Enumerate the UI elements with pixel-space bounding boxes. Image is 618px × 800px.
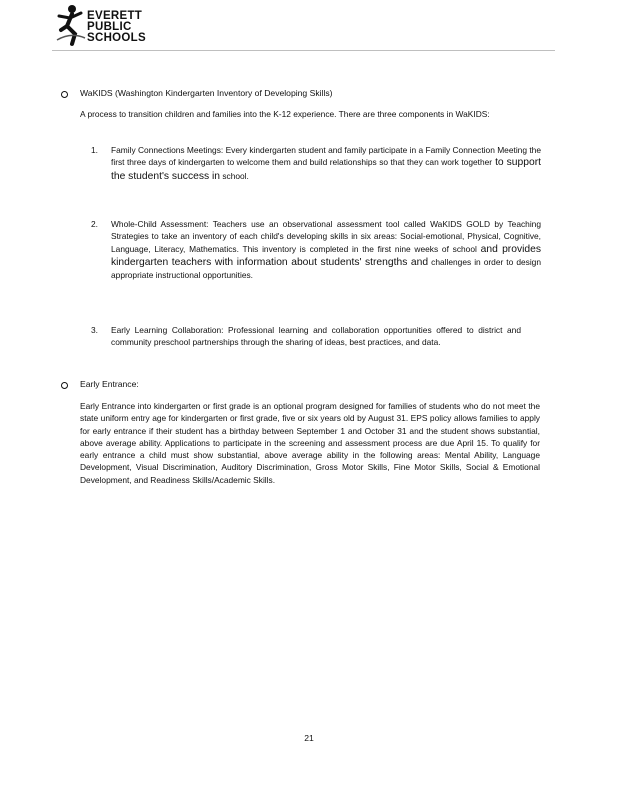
page-number: 21	[304, 733, 314, 743]
list-number: 3.	[91, 325, 98, 335]
list-item-text-end: school.	[222, 170, 249, 181]
list-item-text-end: challenges in order to design appropriate instructional opportunities.	[111, 256, 542, 281]
list-item-text: Family Connections Meetings: Every kindergarten student and family participate in a Family Connection Meeting the first three days of kindergarten to welcome them and build relationships so that they can work together	[111, 145, 541, 168]
list-number: 2.	[91, 219, 98, 229]
wakids-intro: A process to transition children and families into the K-12 experience. There are three components in WaKIDS:	[80, 109, 490, 119]
list-item-family-connections	[111, 144, 541, 183]
logo-line-1: EVERETT	[87, 10, 143, 22]
list-number: 1.	[91, 145, 98, 155]
section-heading-wakids: WaKIDS (Washington Kindergarten Inventory of Developing Skills)	[80, 88, 333, 98]
header-divider	[52, 50, 555, 51]
logo-line-3: SCHOOLS	[87, 32, 146, 44]
bullet-icon	[61, 382, 68, 389]
list-item-early-learning: Early Learning Collaboration: Professional learning and collaboration opportunities offered to district and community preschool partnerships through the sharing of ideas, best practices, and data.	[111, 325, 521, 348]
logo-line-2: PUBLIC	[87, 21, 132, 33]
early-entrance-body: Early Entrance into kindergarten or first grade is an optional program designed for families of students who do not meet the state uniform entry age for kindergarten or first grade, five or six years old by August 31. EPS policy allows families to apply for early entrance if their student has a birthday between September 1 and October 31 and the student shows substantial, above average ability. Applications to participate in the screening and assessment process are due April 15. To qualify for early entrance a child must show substantial, above average ability in the following areas: Mental Ability, Language Development, Visual Discrimination, Auditory Discrimination, Gross Motor Skills, Fine Motor Skills, Social & Emotional Development, and Readiness Skills/Academic Skills.	[80, 401, 540, 485]
list-item-text: Whole-Child Assessment: Teachers use an observational assessment tool called WaKIDS GOLD by Teaching Strategies to take an inventory of each child's developing skills in six areas: Social-emotional, Physical, Cognitive, Language, Literacy, Mathematics. This inventory is completed in the first nine weeks of school	[111, 219, 541, 254]
bullet-icon	[61, 91, 68, 98]
logo-wordmark	[87, 11, 146, 44]
list-item-whole-child	[111, 218, 541, 281]
list-item-text-large: to support the student's success in	[111, 157, 541, 182]
section-heading-early-entrance: Early Entrance:	[80, 379, 139, 389]
district-logo	[55, 4, 185, 48]
runner-logo-icon	[55, 4, 89, 48]
list-item-text-large: and provides kindergarten teachers with information about students' strengths and	[111, 243, 541, 268]
